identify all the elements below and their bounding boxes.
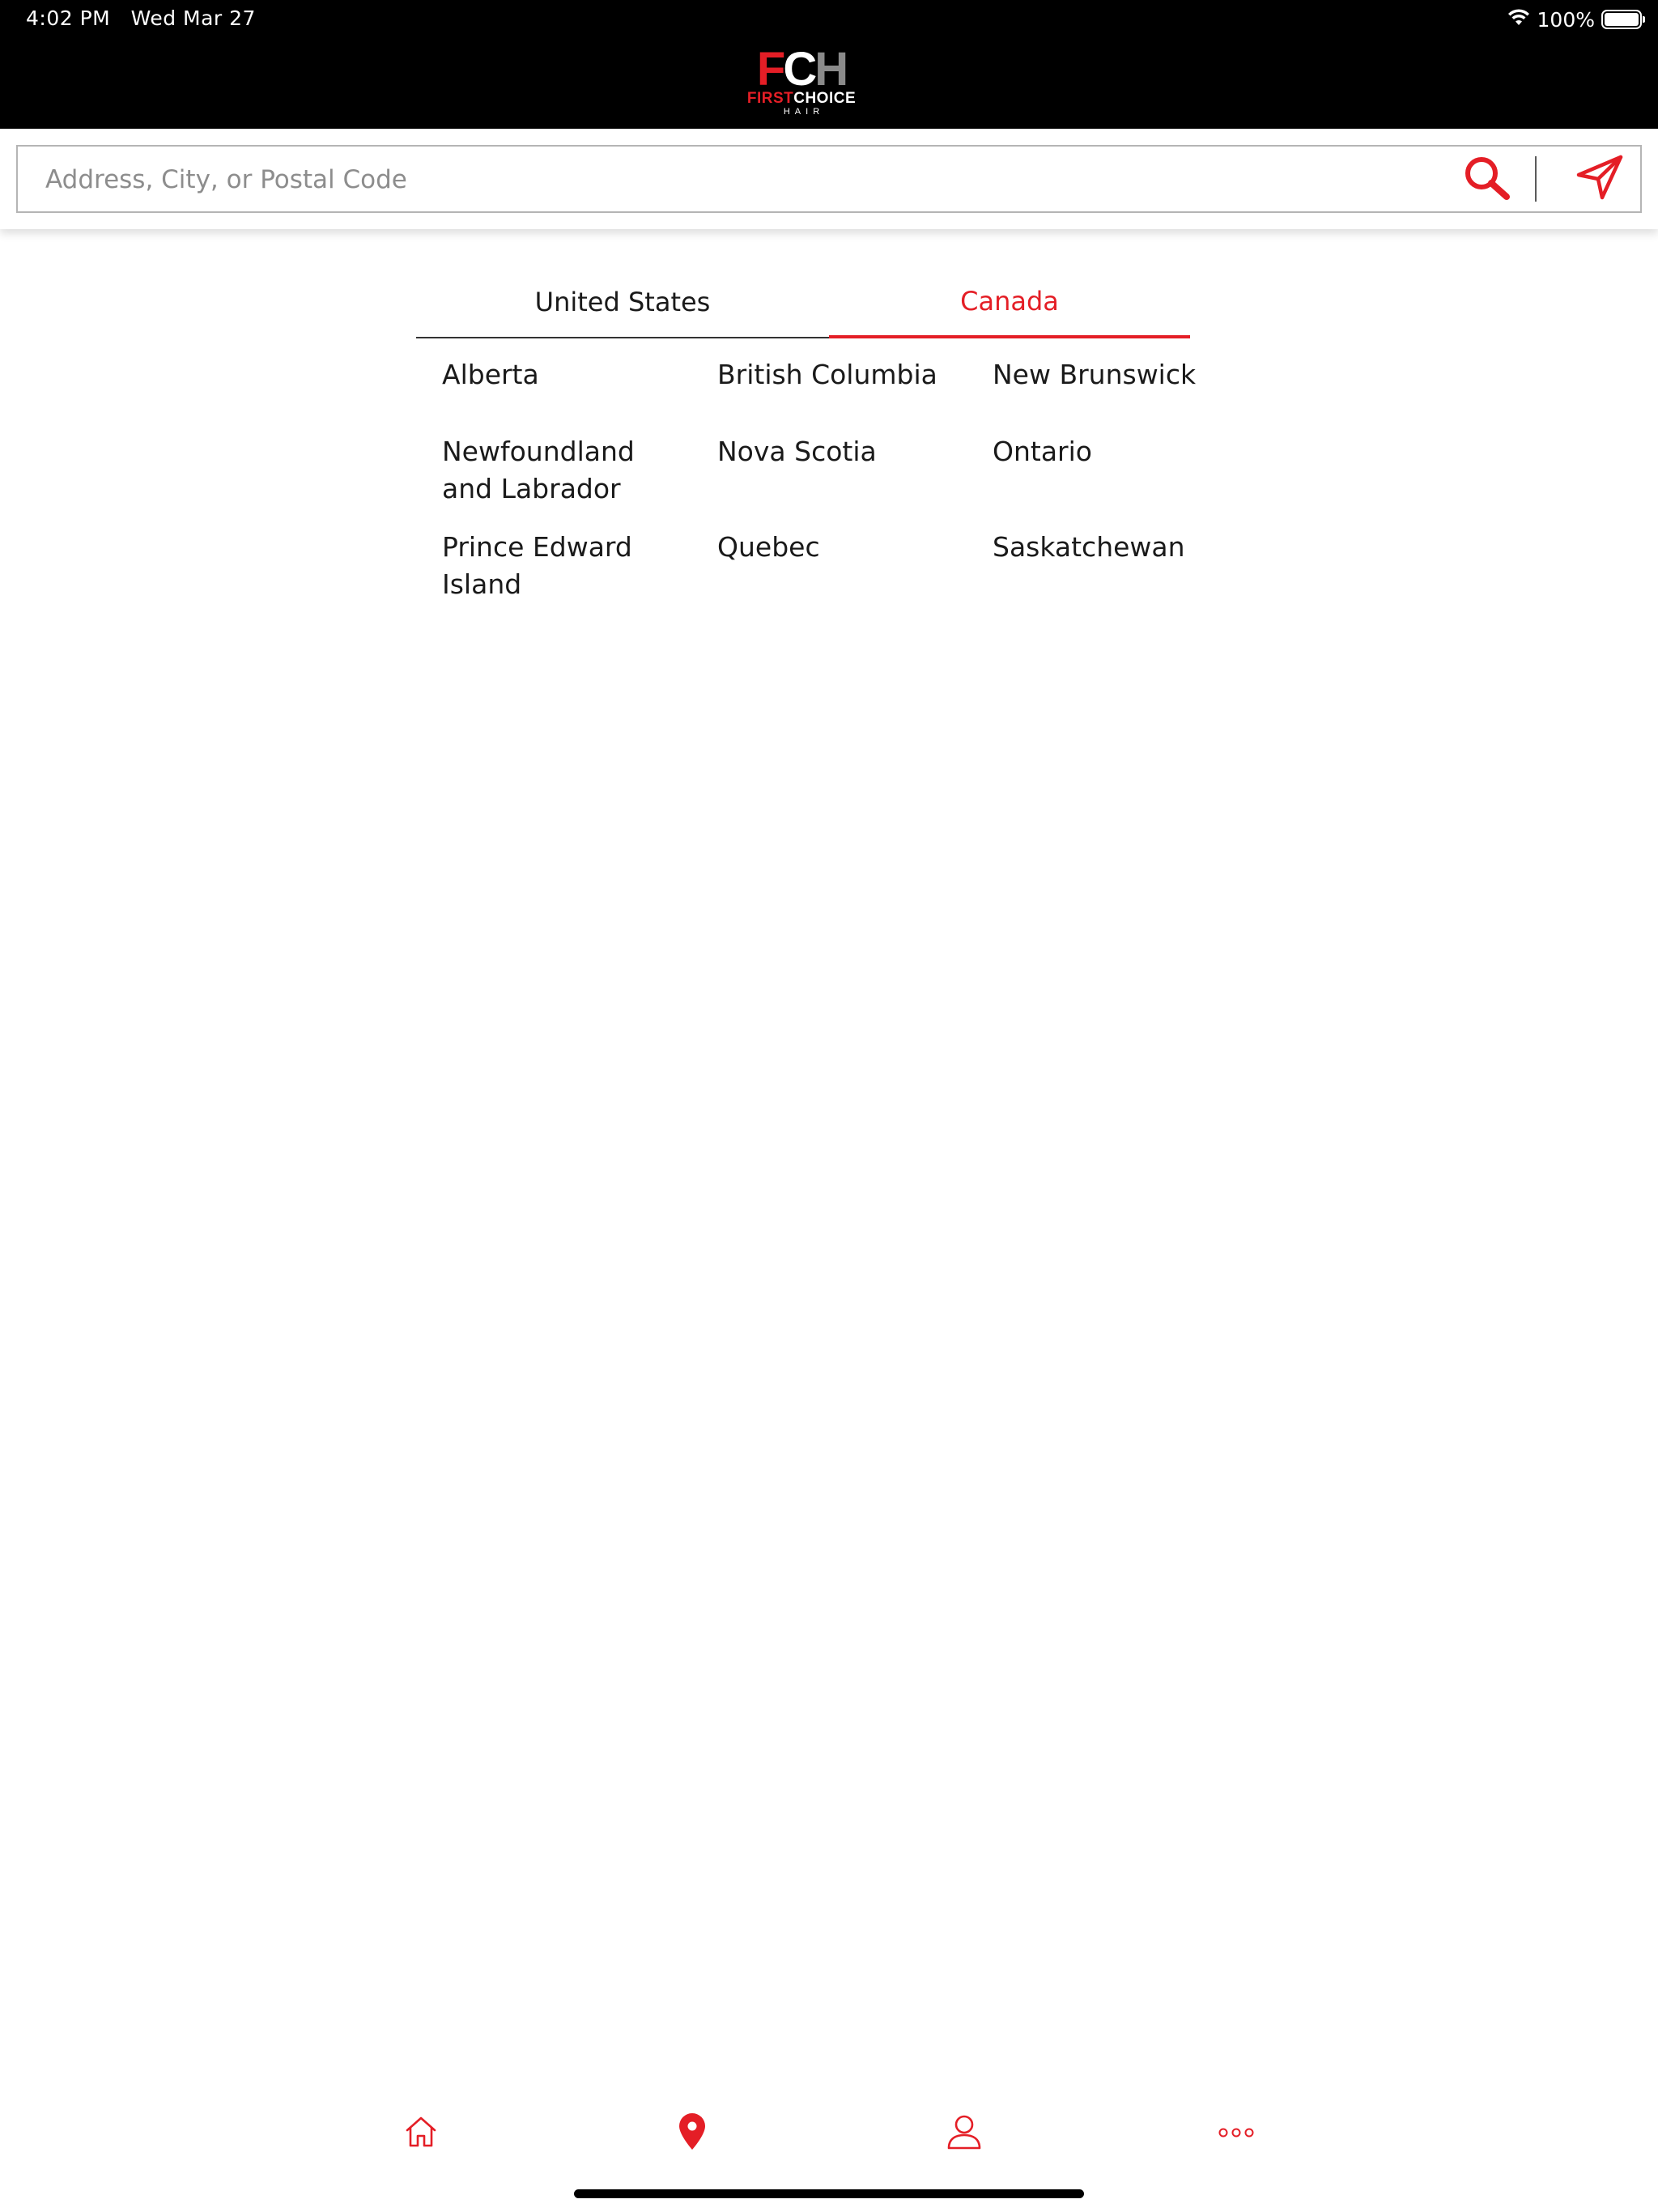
home-icon	[403, 2114, 439, 2153]
app-header	[0, 0, 1658, 129]
search-box	[16, 145, 1642, 213]
tab-canada-label: Canada	[960, 286, 1059, 317]
province-link-prince-edward-island[interactable]: Prince Edward Island	[442, 531, 632, 600]
search-bar-container	[0, 129, 1658, 229]
wifi-icon	[1507, 7, 1531, 32]
location-pin-icon	[676, 2112, 708, 2155]
province-link-ontario[interactable]: Ontario	[993, 436, 1092, 467]
province-link-alberta[interactable]: Alberta	[442, 359, 539, 390]
search-button[interactable]	[1459, 154, 1516, 204]
logo-choice: CHOICE	[793, 90, 857, 107]
battery-percent: 100%	[1537, 7, 1595, 32]
nav-locations[interactable]	[656, 2097, 729, 2170]
logo-letter-f: F	[756, 43, 784, 96]
status-bar-right	[1507, 5, 1642, 34]
logo-hair: HAIR	[783, 107, 825, 117]
navigation-arrow-icon	[1575, 154, 1626, 204]
tab-canada[interactable]	[829, 267, 1190, 338]
logo-first: FIRST	[746, 90, 794, 107]
status-time-text: 4:02 PM	[26, 6, 111, 30]
tab-united-states[interactable]	[416, 267, 829, 338]
province-link-quebec[interactable]: Quebec	[717, 531, 820, 563]
logo-wordmark	[737, 91, 866, 107]
more-icon	[1218, 2126, 1255, 2142]
province-link-newfoundland-and-labrador[interactable]: Newfoundland and Labrador	[442, 436, 635, 504]
province-link-new-brunswick[interactable]: New Brunswick	[993, 359, 1197, 390]
nav-profile[interactable]	[928, 2097, 1001, 2170]
nav-home[interactable]	[385, 2097, 457, 2170]
fch-logo	[737, 43, 866, 123]
search-divider	[1535, 156, 1537, 202]
province-link-british-columbia[interactable]: British Columbia	[717, 359, 937, 390]
logo-mark	[737, 43, 866, 96]
logo-letter-h: H	[814, 43, 847, 96]
country-tabs	[416, 267, 1190, 338]
status-date-text: Wed Mar 27	[130, 6, 256, 30]
search-input[interactable]	[44, 147, 1439, 213]
tab-united-states-label: United States	[534, 287, 711, 317]
nav-more[interactable]	[1200, 2097, 1273, 2170]
logo-letter-c: C	[783, 43, 815, 96]
search-icon	[1462, 154, 1512, 204]
status-bar-time	[26, 6, 256, 30]
battery-icon	[1601, 10, 1642, 29]
home-indicator[interactable]	[574, 2189, 1084, 2198]
province-link-saskatchewan[interactable]: Saskatchewan	[993, 531, 1185, 563]
province-link-nova-scotia[interactable]: Nova Scotia	[717, 436, 877, 467]
bottom-tab-bar	[0, 2097, 1658, 2170]
current-location-button[interactable]	[1572, 154, 1629, 204]
profile-icon	[946, 2113, 983, 2154]
